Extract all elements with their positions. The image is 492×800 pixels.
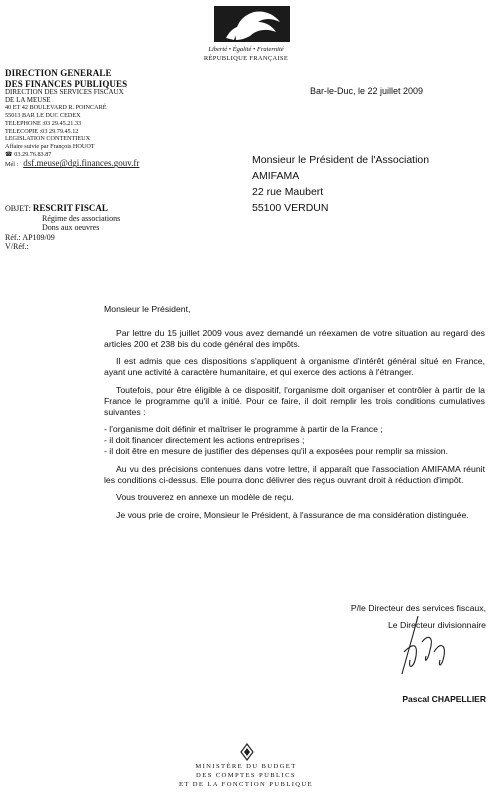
ministry-emblem-icon [237,742,257,762]
paragraph-4: Au vu des précisions contenues dans votre lettre, il apparaît que l'association AMIFAMA réunit les conditions ci-dessus. Elle pourra donc délivrer des reçus ouvrant droit à réduction d'impôt. [104,463,485,485]
handwritten-signature [394,612,454,678]
list-item: - il doit être en mesure de justifier des dépenses qu'il a exposées pour remplir sa mission. [104,445,449,456]
ministry-footer [0,762,492,789]
signatory-name: Pascal CHAPELLIER [402,694,486,704]
letter-date: Bar-le-Duc, le 22 juillet 2009 [310,86,424,96]
sender-phone: ☎ 03.29.76.83.87 [5,150,52,158]
paragraph-2: Il est admis que ces dispositions s'appliquent à organisme d'intérêt général situé en France, ayant une activité à caractère humanitaire, et qui exerce des actions à l'étranger. [104,356,485,378]
sender-agent: Affaire suivie par François HOUOT [5,142,95,150]
list-item: - il doit financer directement les actions entreprises ; [104,435,305,446]
paragraph-5: Vous trouverez en annexe un modèle de reçu. [116,492,294,503]
email-link[interactable]: dsf.meuse@dgi.finances.gouv.fr [23,158,140,169]
signature-line-2: Le Directeur divisionnaire [387,620,486,630]
footer-line-3: ET DE LA FONCTION PUBLIQUE [178,781,314,788]
sender-direction: DIRECTION DES SERVICES FISCAUX [5,88,124,96]
subject-line-3: Dons aux oeuvres [42,223,100,232]
mail-label: Mél : [5,161,19,169]
recipient-line-1: Monsieur le Président de l'Association [252,154,430,166]
footer-line-1: MINISTÈRE DU BUDGET [195,763,297,770]
recipient-line-2: AMIFAMA [252,170,300,182]
paragraph-6: Je vous prie de croire, Monsieur le Président, à l'assurance de ma considération distinguée. [116,510,469,521]
sender-title-2: DES FINANCES PUBLIQUES [5,78,128,89]
recipient-line-4: 55100 VERDUN [252,202,329,214]
subject-label: OBJET: [5,204,31,213]
your-reference: V/Réf.: [5,242,29,251]
footer-line-2: DES COMPTES PUBLICS [196,772,296,779]
recipient-block [252,152,429,216]
recipient-line-3: 22 rue Maubert [252,186,324,198]
sender-block [5,68,205,169]
subject-line-2: Régime des associations [42,213,121,223]
sender-service: LEGISLATION CONTENTIEUX [5,135,91,143]
sender-address-1: 40 ET 42 BOULEVARD R. POINCARÉ [5,104,107,112]
republic-label: RÉPUBLIQUE FRANÇAISE [203,55,289,62]
paragraph-3: Toutefois, pour être éligible à ce dispositif, l'organisme doit organiser et contrôler à partir de la France le programme qu'il a initié. Pour ce faire, il doit remplir les trois conditions cumulatives suivantes : [104,384,485,417]
letter-body [104,304,485,528]
subject-block [5,204,245,252]
subject-title: RESCRIT FISCAL [32,203,108,213]
sender-fax: TELECOPIE :03 29.79.45.12 [5,127,79,135]
signature-line-1: P/le Directeur des services fiscaux, [350,603,486,613]
republic-motto: Liberté • Égalité • Fraternité [208,46,284,53]
conditions-list [104,424,485,456]
salutation: Monsieur le Président, [104,304,191,314]
sender-mail-row [5,160,205,169]
list-item: - l'organisme doit définir et maîtriser le programme à partir de la France ; [104,424,383,435]
paragraph-1: Par lettre du 15 juillet 2009 vous avez demandé un réexamen de votre situation au regard des articles 200 et 238 bis du code général des impôts. [104,327,485,349]
reference: Réf.: AP109/09 [5,232,55,242]
sender-department: DE LA MEUSE [5,95,51,104]
sender-address-2: 55013 BAR LE DUC CEDEX [5,112,81,120]
sender-title-1: DIRECTION GENERALE [5,68,112,78]
sender-telephone: TELEPHONE :03 29.45.21.33 [5,119,82,127]
marianne-logo [206,4,298,44]
